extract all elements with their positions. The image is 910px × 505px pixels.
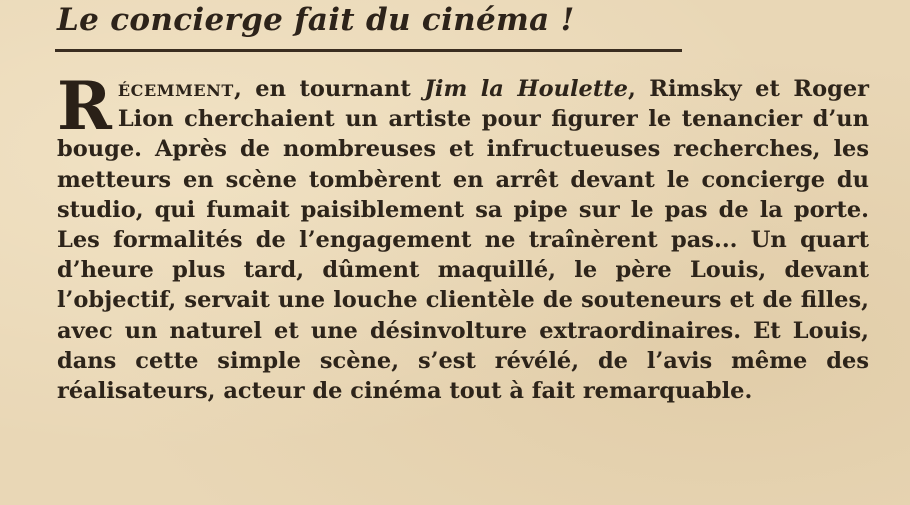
article-title: Le concierge fait du cinéma ! — [57, 2, 575, 38]
lead-word: écemment — [117, 76, 234, 102]
film-title: Jim la Houlette — [424, 76, 628, 102]
article-text-part-1: , en tournant — [233, 76, 425, 102]
title-underline — [55, 49, 682, 52]
article-body — [57, 67, 869, 406]
drop-cap: R — [57, 67, 112, 145]
article-text-part-2: , Rimsky et Roger Lion cherchaient un artiste pour figurer le tenancier d’un bouge. Après de nombreuses et infructueuses recherches, les metteurs en scène tombèrent en arrêt devant le concierge du studio, qui fumait paisiblement sa pipe sur le pas de la porte. Les formalités de l’engagement ne traînèrent pas... Un quart d’heure plus tard, dûment maquillé, le père Louis, devant l’objectif, servait une louche clientèle de souteneurs et de filles, avec un naturel et une désinvolture extraordinaires. Et Louis, dans cette simple scène, s’est révélé, de l’avis même des réalisateurs, acteur de cinéma tout à fait remarquable. — [57, 76, 869, 405]
